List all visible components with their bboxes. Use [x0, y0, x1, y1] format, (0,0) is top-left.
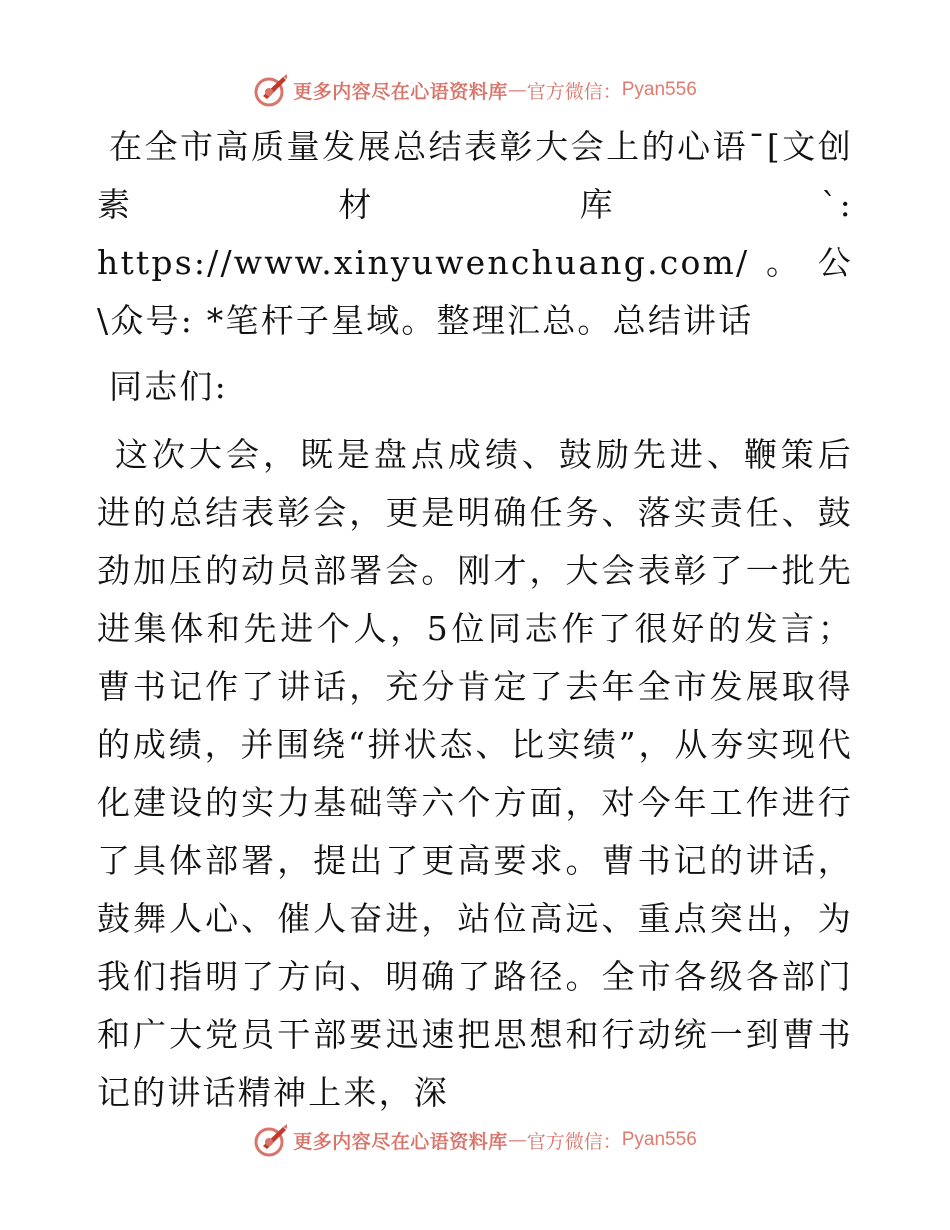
quill-logo-icon — [253, 72, 289, 108]
body-paragraph: 这次大会，既是盘点成绩、鼓励先进、鞭策后进的总结表彰会，更是明确任务、落实责任、鼓劲加压的动员部署会。刚才，大会表彰了一批先进集体和先进个人，5位同志作了很好的发言；曹书记作了讲话，充分肯定了去年全市发展取得的成绩，并围绕“拼状态、比实绩”，从夯实现代化建设的实力基础等六个方面，对今年工作进行了具体部署，提出了更高要求。曹书记的讲话，鼓舞人心、催人奋进，站位高远、重点突出，为我们指明了方向、明确了路径。全市各级各部门和广大党员干部要迅速把思想和行动统一到曹书记的讲话精神上来，深 — [97, 435, 853, 1112]
watermark-wechat-id: Pyan556 — [621, 1129, 697, 1150]
watermark-wechat-id: Pyan556 — [621, 79, 697, 100]
document-body — [97, 118, 853, 1122]
watermark-main-text: 更多内容尽在心语资料库 — [293, 80, 508, 103]
watermark-separator: — — [507, 1129, 527, 1151]
watermark-wechat-label: 官方微信： — [526, 1130, 622, 1153]
watermark-separator: — — [507, 79, 527, 101]
footer-watermark — [0, 1120, 950, 1160]
watermark-wechat-label: 官方微信： — [526, 80, 622, 103]
header-watermark — [0, 70, 950, 110]
document-title: 在全市高质量发展总结表彰大会上的心语¯[文创素材库`: https://www.xinyuwenchuang.com/。公\众号: *笔杆子星域。整理汇总。总结讲话 — [97, 127, 853, 340]
watermark-main-text: 更多内容尽在心语资料库 — [293, 1130, 508, 1153]
salutation: 同志们: — [109, 367, 228, 406]
quill-logo-icon — [253, 1122, 289, 1158]
